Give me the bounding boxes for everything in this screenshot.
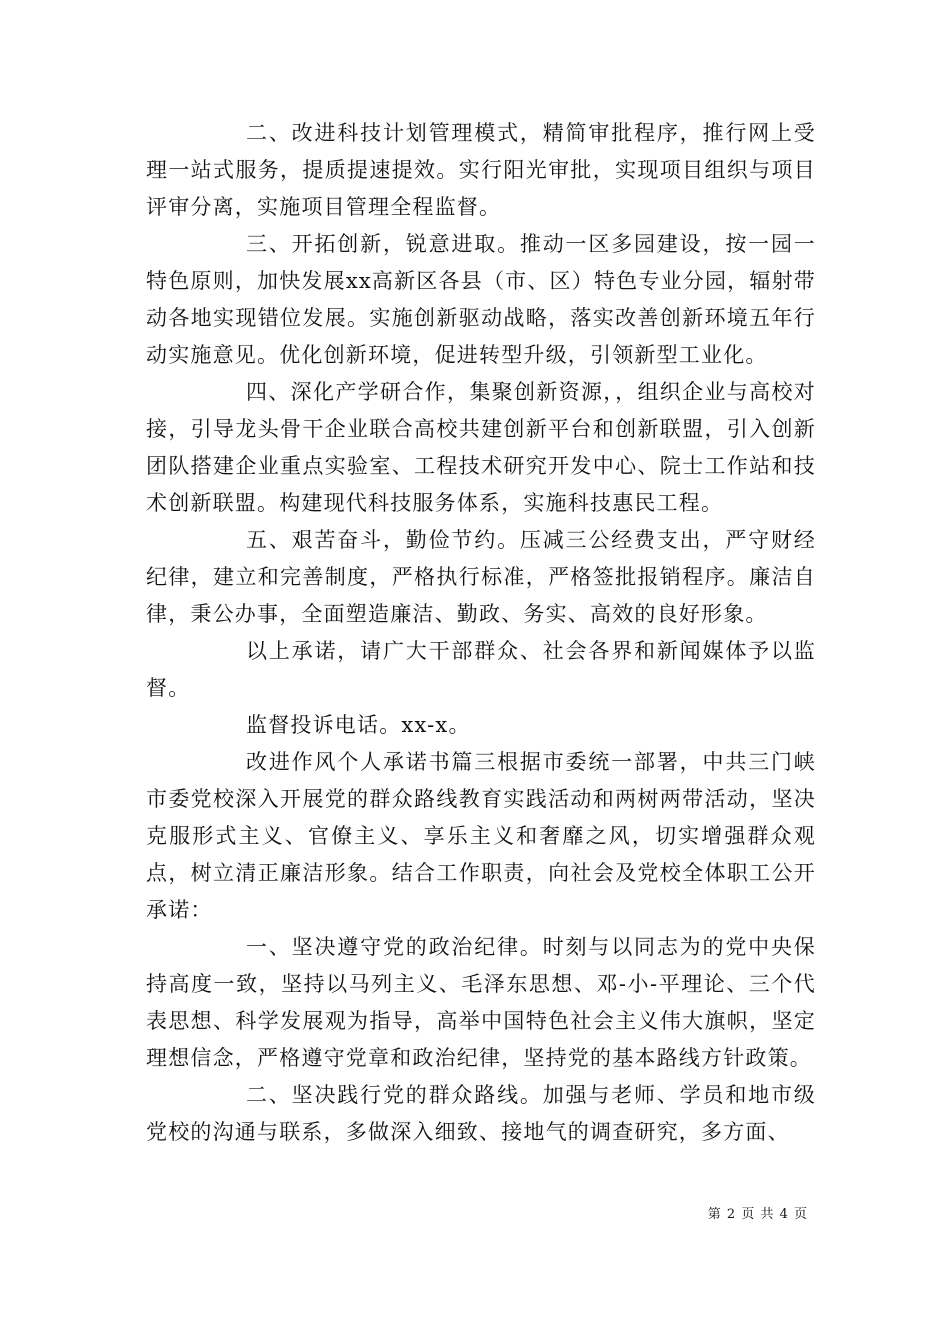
paragraph-5: 以上承诺，请广大干部群众、社会各界和新闻媒体予以监督。 — [146, 639, 816, 700]
document-body — [146, 115, 816, 1151]
paragraph-1: 二、改进科技计划管理模式，精简审批程序，推行网上受理一站式服务，提质提速提效。实行阳光审批，实现项目组织与项目评审分离，实施项目管理全程监督。 — [146, 121, 816, 219]
paragraph-2: 三、开拓创新，锐意进取。推动一区多园建设，按一园一特色原则，加快发展xx高新区各县（市、区）特色专业分园，辐射带动各地实现错位发展。实施创新驱动战略，落实改善创新环境五年行动实施意见。优化创新环境，促进转型升级，引领新型工业化。 — [146, 232, 816, 367]
paragraph-8: 一、坚决遵守党的政治纪律。时刻与以同志为的党中央保持高度一致，坚持以马列主义、毛泽东思想、邓-小-平理论、三个代表思想、科学发展观为指导，高举中国特色社会主义伟大旗帜，坚定理想信念，严格遵守党章和政治纪律，坚持党的基本路线方针政策。 — [146, 935, 816, 1070]
page-number-footer: 第 2 页 共 4 页 — [707, 1207, 808, 1222]
paragraph-6: 监督投诉电话。xx-x。 — [246, 713, 471, 737]
paragraph-4: 五、艰苦奋斗，勤俭节约。压减三公经费支出，严守财经纪律，建立和完善制度，严格执行标准，严格签批报销程序。廉洁自律，秉公办事，全面塑造廉洁、勤政、务实、高效的良好形象。 — [146, 528, 816, 626]
paragraph-3: 四、深化产学研合作，集聚创新资源，，组织企业与高校对接，引导龙头骨干企业联合高校共建创新平台和创新联盟，引入创新团队搭建企业重点实验室、工程技术研究开发中心、院士工作站和技术创新联盟。构建现代科技服务体系，实施科技惠民工程。 — [146, 380, 816, 515]
paragraph-9: 二、坚决践行党的群众路线。加强与老师、学员和地市级党校的沟通与联系，多做深入细致、接地气的调查研究，多方面、 — [146, 1083, 816, 1144]
paragraph-7: 改进作风个人承诺书篇三根据市委统一部署，中共三门峡市委党校深入开展党的群众路线教育实践活动和两树两带活动，坚决克服形式主义、官僚主义、享乐主义和奢靡之风，切实增强群众观点，树立清正廉洁形象。结合工作职责，向社会及党校全体职工公开承诺： — [146, 750, 816, 922]
